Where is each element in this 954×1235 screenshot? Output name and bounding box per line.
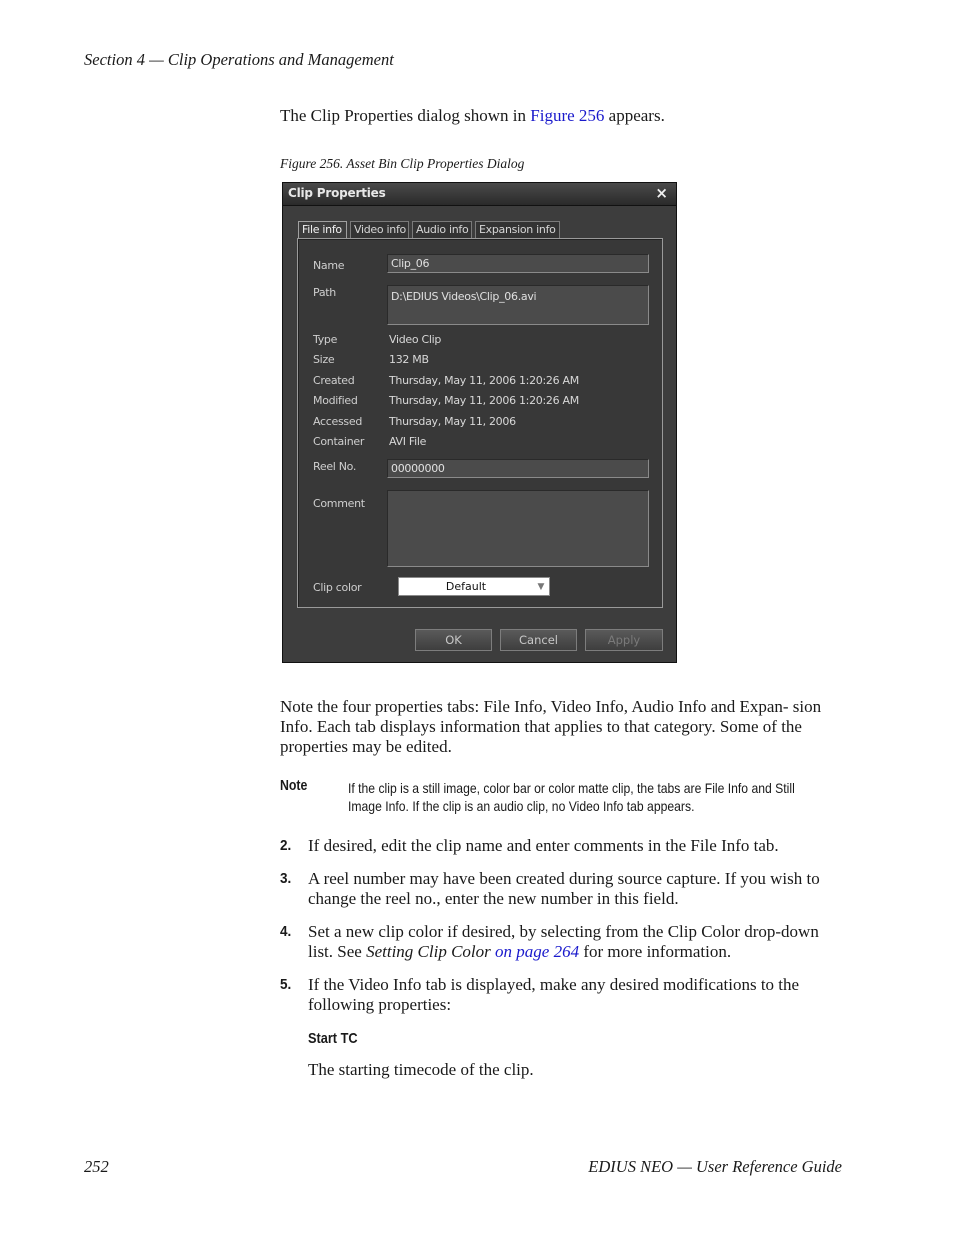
tabs-paragraph: Note the four properties tabs: File Info, Video Info, Audio Info and Expan- sion Info. Each tab displays information that applies to that category. Some of the properties may be edited.: [280, 697, 822, 756]
name-input[interactable]: [387, 254, 649, 273]
tab-video-info[interactable]: Video info: [350, 221, 409, 239]
step-3-number: 3.: [280, 870, 292, 887]
step-4-number: 4.: [280, 923, 292, 940]
step-4-text: [308, 922, 842, 962]
path-label: Path: [313, 286, 336, 299]
accessed-value: Thursday, May 11, 2006: [389, 415, 516, 428]
dialog-title-bar[interactable]: [283, 183, 676, 206]
step-2-number: 2.: [280, 837, 292, 854]
size-label: Size: [313, 353, 335, 366]
note-label: Note: [280, 778, 308, 794]
page-264-link[interactable]: on page 264: [490, 942, 580, 961]
clip-color-label: Clip color: [313, 581, 362, 594]
size-value: 132 MB: [389, 353, 429, 366]
step-4-text-a: Set a new clip color if desired, by selecting from the Clip Color drop-down list. See: [308, 922, 819, 961]
path-field[interactable]: D:\EDIUS Videos\Clip_06.avi: [387, 285, 649, 325]
comment-textarea[interactable]: [387, 490, 649, 567]
setting-clip-color-ref: Setting Clip Color: [366, 942, 491, 961]
reel-input[interactable]: [387, 459, 649, 478]
intro-text-after: appears.: [604, 106, 665, 125]
accessed-label: Accessed: [313, 415, 363, 428]
ok-button[interactable]: OK: [415, 629, 492, 651]
intro-sentence: [280, 106, 665, 126]
name-label: Name: [313, 259, 345, 272]
close-icon[interactable]: ×: [655, 184, 668, 202]
clip-properties-dialog: [282, 182, 677, 663]
type-label: Type: [313, 333, 338, 346]
step-4-text-b: for more information.: [579, 942, 732, 961]
type-value: Video Clip: [389, 333, 442, 346]
tab-audio-info[interactable]: Audio info: [412, 221, 472, 239]
tab-file-info[interactable]: File info: [298, 221, 347, 240]
comment-label: Comment: [313, 497, 365, 510]
start-tc-description: The starting timecode of the clip.: [308, 1060, 534, 1079]
step-2-text: If desired, edit the clip name and enter comments in the File Info tab.: [308, 836, 779, 855]
figure-link[interactable]: Figure 256: [530, 106, 605, 125]
container-value: AVI File: [389, 435, 427, 448]
file-info-panel: [297, 238, 663, 608]
dialog-title: Clip Properties: [288, 186, 386, 200]
step-3-text: A reel number may have been created during source capture. If you wish to change the reel no., enter the new number in this field.: [308, 869, 820, 908]
clip-color-value: Default: [445, 580, 487, 593]
created-value: Thursday, May 11, 2006 1:20:26 AM: [389, 374, 579, 387]
created-label: Created: [313, 374, 355, 387]
note-text: If the clip is a still image, color bar or color matte clip, the tabs are File Info and Still Image Info. If the clip is an audio clip, no Video Info tab appears.: [348, 780, 795, 814]
running-header: Section 4 — Clip Operations and Management: [84, 50, 394, 69]
intro-text-before: The Clip Properties dialog shown in: [280, 106, 531, 125]
figure-caption: Figure 256. Asset Bin Clip Properties Dialog: [280, 156, 525, 171]
clip-color-select[interactable]: [398, 577, 550, 596]
container-label: Container: [313, 435, 365, 448]
reel-label: Reel No.: [313, 460, 357, 473]
page-number: 252: [84, 1157, 109, 1176]
modified-value: Thursday, May 11, 2006 1:20:26 AM: [389, 394, 579, 407]
step-5-number: 5.: [280, 976, 292, 993]
apply-button[interactable]: Apply: [585, 629, 663, 651]
tab-expansion-info[interactable]: Expansion info: [475, 221, 560, 239]
cancel-button[interactable]: Cancel: [500, 629, 577, 651]
step-5-text: If the Video Info tab is displayed, make any desired modifications to the following properties:: [308, 975, 800, 1014]
chevron-down-icon: ▼: [537, 582, 545, 592]
modified-label: Modified: [313, 394, 358, 407]
start-tc-heading: Start TC: [308, 1030, 358, 1047]
footer-title: EDIUS NEO — User Reference Guide: [588, 1157, 842, 1176]
